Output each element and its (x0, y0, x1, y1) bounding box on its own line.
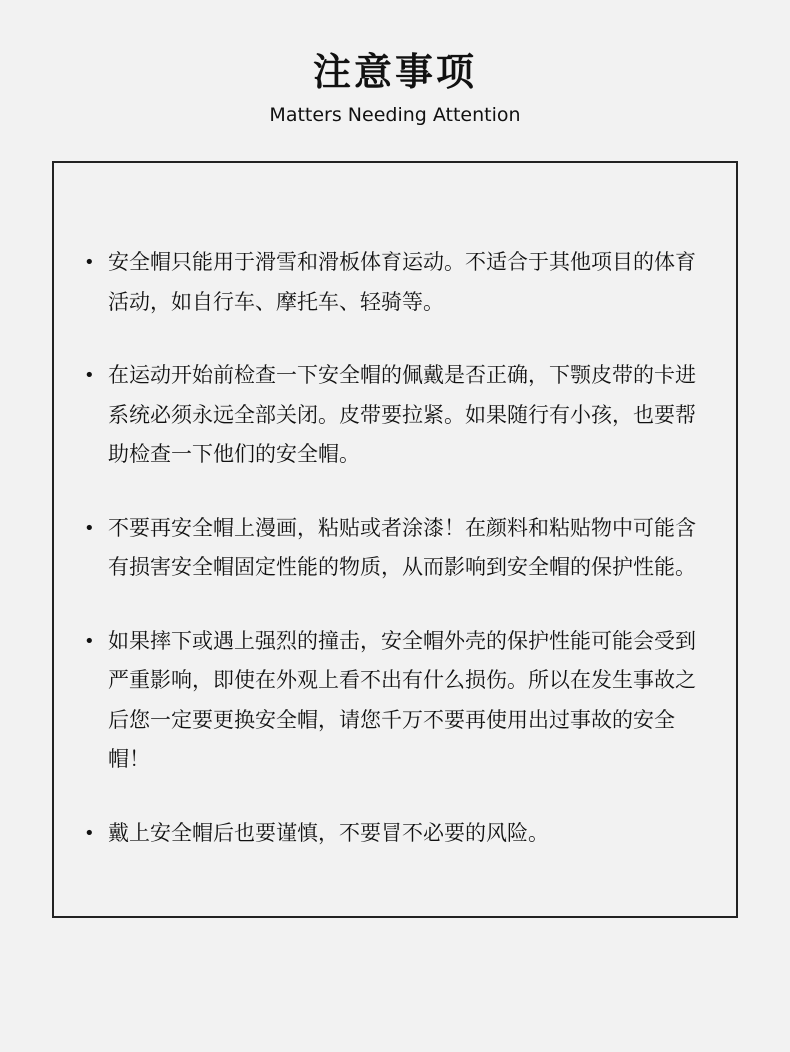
notes-list (84, 243, 710, 853)
note-text: 戴上安全帽后也要谨慎，不要冒不必要的风险。 (108, 820, 549, 845)
page-subtitle: Matters Needing Attention (269, 104, 521, 126)
note-text: 在运动开始前检查一下安全帽的佩戴是否正确，下颚皮带的卡进系统必须永远全部关闭。皮带要拉紧。如果随行有小孩，也要帮助检查一下他们的安全帽。 (108, 363, 696, 466)
note-text: 如果摔下或遇上强烈的撞击，安全帽外壳的保护性能可能会受到严重影响，即使在外观上看不出有什么损伤。所以在发生事故之后您一定要更换安全帽，请您千万不要再使用出过事故的安全帽！ (108, 628, 696, 771)
note-item (84, 814, 710, 854)
note-item (84, 243, 710, 322)
note-item (84, 356, 710, 475)
notes-box (52, 161, 738, 918)
note-text: 不要再安全帽上漫画，粘贴或者涂漆！在颜料和粘贴物中可能含有损害安全帽固定性能的物质，从而影响到安全帽的保护性能。 (108, 515, 696, 579)
bullet-icon: • (84, 365, 95, 386)
note-item (84, 509, 710, 588)
note-item (84, 622, 710, 780)
bullet-icon: • (84, 517, 95, 539)
page-title: 注意事项 (312, 50, 477, 94)
bullet-icon: • (84, 822, 95, 844)
note-text: 安全帽只能用于滑雪和滑板体育运动。不适合于其他项目的体育活动，如自行车、摩托车、轻骑等。 (108, 250, 696, 314)
bullet-icon: • (84, 630, 95, 652)
bullet-icon: • (84, 252, 95, 273)
